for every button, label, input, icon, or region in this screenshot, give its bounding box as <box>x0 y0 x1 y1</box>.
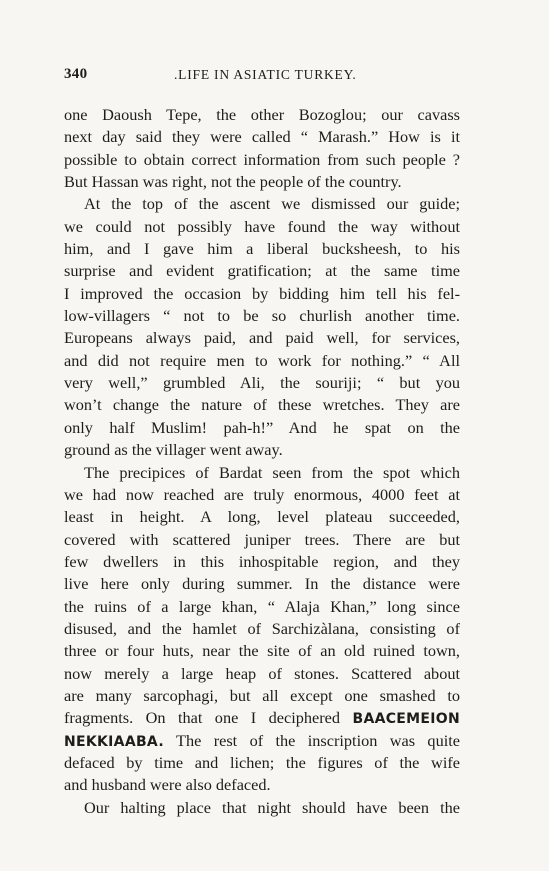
text-line: I improved the occasion by bidding him tell his fel- <box>64 283 460 303</box>
page-number: 340 <box>64 66 88 82</box>
text-line: ground as the villager went away. <box>64 440 283 460</box>
text-line: one Daoush Tepe, the other Bozoglou; our cavass <box>64 105 460 124</box>
text-line: surprise and evident gratification; at the same time <box>64 261 460 281</box>
text-line: won’t change the nature of these wretches. They are <box>64 395 460 415</box>
text-line: The precipices of Bardat seen from the spot which <box>84 462 460 482</box>
text-line inscription-line <box>64 707 460 729</box>
text-line: At the top of the ascent we dismissed our guide; <box>84 194 460 214</box>
running-title: .LIFE IN ASIATIC TURKEY. <box>174 67 357 82</box>
text-line inscription-line <box>64 730 460 752</box>
text-line: and husband were also defaced. <box>64 775 271 795</box>
book-page <box>64 62 460 819</box>
text-line: possible to obtain correct information from such people ? <box>64 149 460 169</box>
text-line: very well,” grumbled Ali, the souriji; “ but you <box>64 373 460 393</box>
text-line: we had now reached are truly enormous, 4000 feet at <box>64 484 460 504</box>
text-line: live here only during summer. In the distance were <box>64 574 460 594</box>
greek-inscription: NEKKIAABA. <box>64 733 164 750</box>
text-line: are many sarcophagi, but all except one smashed to <box>64 685 460 705</box>
text-line: next day said they were called “ Marash.” How is it <box>64 127 460 147</box>
text-line: low-villagers “ not to be so churlish another time. <box>64 306 460 326</box>
text-line: least in height. A long, level plateau succeeded, <box>64 507 460 527</box>
text-line: Europeans always paid, and paid well, for services, <box>64 328 460 348</box>
text-line: But Hassan was right, not the people of the country. <box>64 172 402 192</box>
text-line: Our halting place that night should have been the <box>84 797 460 817</box>
running-head <box>64 62 460 88</box>
text-line: and did not require men to work for nothing.” “ All <box>64 350 460 370</box>
text-line: him, and I gave him a liberal bucksheesh, to his <box>64 239 460 259</box>
inscription-lead-text: fragments. On that one I deciphered <box>64 708 353 728</box>
text-line: defaced by time and lichen; the figures of the wife <box>64 752 460 772</box>
greek-inscription: BAAϹEMEION <box>352 711 460 728</box>
text-line: disused, and the hamlet of Sarchizàlana, consisting of <box>64 618 460 638</box>
text-line: now merely a large heap of stones. Scattered about <box>64 663 460 683</box>
text-line: covered with scattered juniper trees. There are but <box>64 529 460 549</box>
inscription-trail-text: The rest of the inscription was quite <box>163 730 460 750</box>
text-line: three or four huts, near the site of an old ruined town, <box>64 641 460 661</box>
text-line: we could not possibly have found the way without <box>64 216 460 236</box>
text-line: the ruins of a large khan, “ Alaja Khan,” long since <box>64 596 460 616</box>
text-body <box>64 104 460 819</box>
text-line: only half Muslim! pah-h!” And he spat on the <box>64 417 460 437</box>
text-line: few dwellers in this inhospitable region, and they <box>64 551 460 571</box>
